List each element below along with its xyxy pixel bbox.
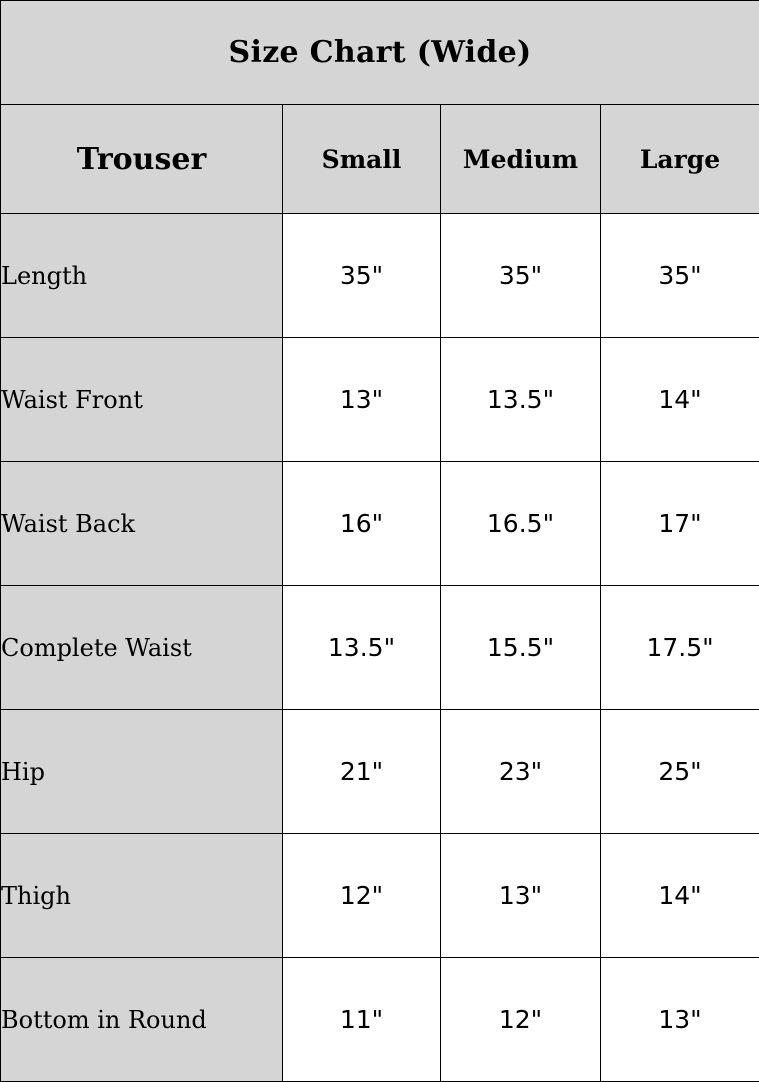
row-label-complete-waist: Complete Waist: [1, 586, 283, 710]
table-header-row: [1, 105, 759, 214]
cell-hip-large: 25": [601, 710, 759, 834]
row-label-waist-back: Waist Back: [1, 462, 283, 586]
column-header-medium: Medium: [441, 105, 601, 214]
cell-complete-waist-small: 13.5": [283, 586, 441, 710]
table-row: [1, 586, 759, 710]
row-label-hip: Hip: [1, 710, 283, 834]
column-header-large: Large: [601, 105, 759, 214]
cell-waist-back-medium: 16.5": [441, 462, 601, 586]
column-header-trouser: Trouser: [1, 105, 283, 214]
cell-bottom-in-round-large: 13": [601, 958, 759, 1082]
cell-waist-back-large: 17": [601, 462, 759, 586]
table-row: [1, 462, 759, 586]
cell-waist-front-large: 14": [601, 338, 759, 462]
page-title: Size Chart (Wide): [1, 1, 759, 105]
cell-thigh-small: 12": [283, 834, 441, 958]
row-label-length: Length: [1, 214, 283, 338]
cell-waist-front-medium: 13.5": [441, 338, 601, 462]
cell-bottom-in-round-medium: 12": [441, 958, 601, 1082]
table-row: [1, 834, 759, 958]
table-row: [1, 710, 759, 834]
cell-hip-small: 21": [283, 710, 441, 834]
title-row: [1, 1, 759, 105]
table-row: [1, 214, 759, 338]
table-row: [1, 338, 759, 462]
cell-complete-waist-medium: 15.5": [441, 586, 601, 710]
cell-length-medium: 35": [441, 214, 601, 338]
cell-thigh-medium: 13": [441, 834, 601, 958]
row-label-thigh: Thigh: [1, 834, 283, 958]
cell-bottom-in-round-small: 11": [283, 958, 441, 1082]
cell-length-small: 35": [283, 214, 441, 338]
cell-thigh-large: 14": [601, 834, 759, 958]
cell-length-large: 35": [601, 214, 759, 338]
row-label-bottom-in-round: Bottom in Round: [1, 958, 283, 1082]
row-label-waist-front: Waist Front: [1, 338, 283, 462]
cell-complete-waist-large: 17.5": [601, 586, 759, 710]
cell-waist-front-small: 13": [283, 338, 441, 462]
column-header-small: Small: [283, 105, 441, 214]
cell-waist-back-small: 16": [283, 462, 441, 586]
table-row: [1, 958, 759, 1082]
cell-hip-medium: 23": [441, 710, 601, 834]
